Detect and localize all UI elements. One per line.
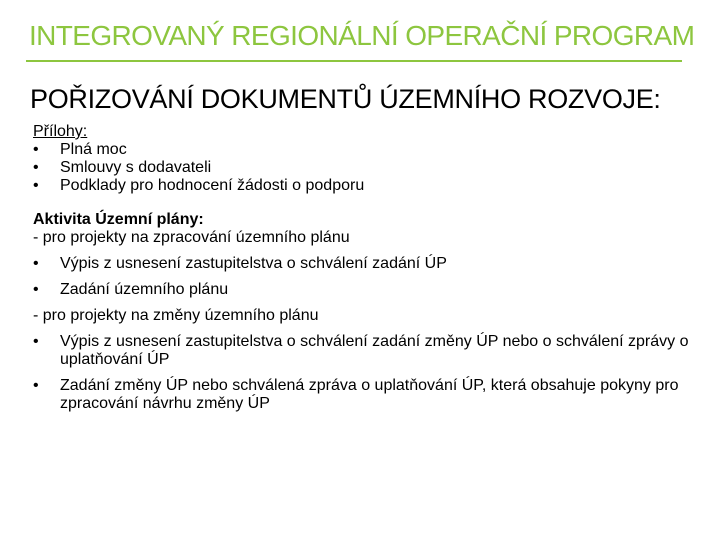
list-item xyxy=(33,333,693,369)
bullet-icon: • xyxy=(33,141,39,158)
bullet-icon: • xyxy=(33,333,39,350)
list-item-text: Smlouvy s dodavateli xyxy=(60,159,212,176)
slide-header xyxy=(0,0,720,62)
list-item-text: Zadání změny ÚP nebo schválená zpráva o uplatňování ÚP, která obsahuje pokyny pro zpracování návrhu změny ÚP xyxy=(60,377,679,412)
bullet-icon: • xyxy=(33,177,39,194)
list-item-text: Podklady pro hodnocení žádosti o podporu xyxy=(60,177,365,194)
header-divider xyxy=(26,60,682,62)
attachments-heading: Přílohy: xyxy=(33,123,88,140)
program-title: INTEGROVANÝ REGIONÁLNÍ OPERAČNÍ PROGRAM xyxy=(29,20,695,51)
list-item xyxy=(33,255,693,273)
slide-content xyxy=(33,123,693,413)
list-item-text: Plná moc xyxy=(60,141,127,158)
activity-group-label: - pro projekty na změny územního plánu xyxy=(33,307,319,324)
slide-title: POŘIZOVÁNÍ DOKUMENTŮ ÚZEMNÍHO ROZVOJE: xyxy=(30,84,661,114)
list-item xyxy=(33,159,693,177)
bullet-icon: • xyxy=(33,255,39,272)
list-item-text: Výpis z usnesení zastupitelstva o schválení zadání změny ÚP nebo o schválení zprávy o uplatňování ÚP xyxy=(60,333,689,368)
activity-heading: Aktivita Územní plány: xyxy=(33,211,204,228)
list-item xyxy=(33,281,693,299)
list-item-text: Výpis z usnesení zastupitelstva o schválení zadání ÚP xyxy=(60,255,447,272)
activity-group-label: - pro projekty na zpracování územního plánu xyxy=(33,229,350,246)
list-item xyxy=(33,377,693,413)
bullet-icon: • xyxy=(33,377,39,394)
bullet-icon: • xyxy=(33,281,39,298)
list-item xyxy=(33,141,693,159)
list-item-text: Zadání územního plánu xyxy=(60,281,229,298)
list-item xyxy=(33,177,693,195)
bullet-icon: • xyxy=(33,159,39,176)
